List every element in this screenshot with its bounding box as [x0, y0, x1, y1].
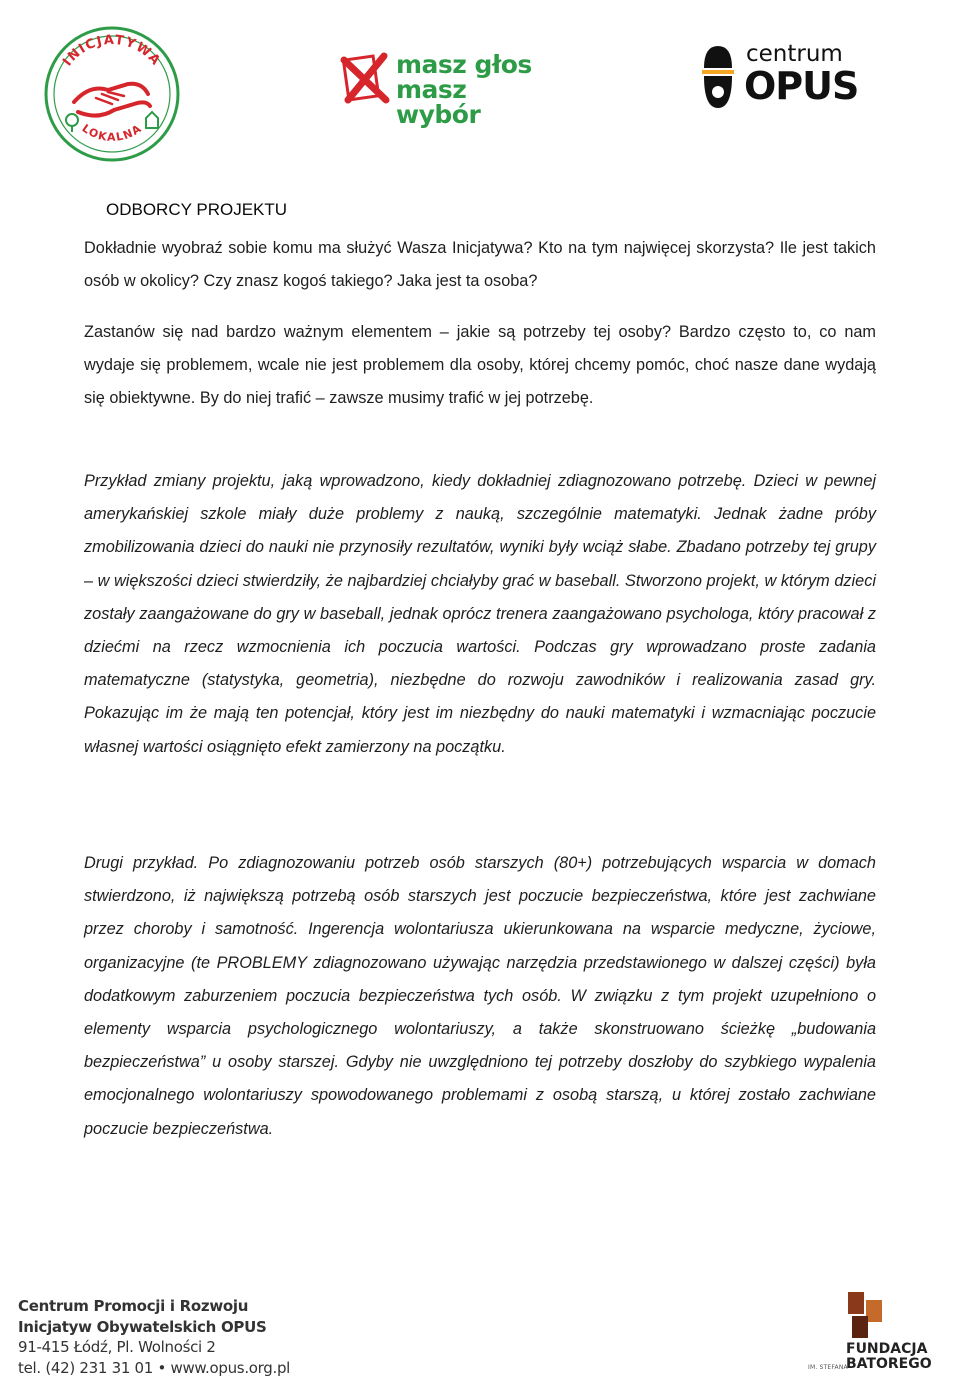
inicjatywa-lokalna-logo — [38, 24, 186, 164]
paragraph-needs: Zastanów się nad bardzo ważnym elementem – jakie są potrzeby tej osoby? Bardzo często to, co nam wydaje się problemem, wcale nie jest problemem dla osoby, której chcemy pomóc, choć nasze dane wydają się obiektywne. By do niej trafić – zawsze musimy trafić w jej potrzebę. — [84, 323, 876, 408]
ballot-x-icon — [340, 50, 394, 108]
opus-centrum-text: centrum — [746, 41, 843, 67]
footer-address — [18, 1296, 290, 1378]
masz-glos-masz-wybor-logo — [340, 50, 550, 129]
paragraph-intro: Dokładnie wyobraź sobie komu ma służyć Wasza Inicjatywa? Kto na tym najwięcej skorzysta? Ile jest takich osób w okolicy? Czy znasz kogoś takiego? Jaka jest ta osoba? — [84, 239, 876, 291]
centrum-opus-logo — [696, 40, 859, 112]
svg-text:INICJATYWA: INICJATYWA — [60, 32, 164, 70]
opus-mark-icon — [696, 42, 740, 112]
masz-glos-text: masz głos masz wybór — [396, 50, 532, 129]
batory-small-text: IM. STEFANA — [808, 1364, 848, 1371]
handshake-icon — [38, 24, 186, 164]
paragraph-example-2: Drugi przykład. Po zdiagnozowaniu potrzeb osób starszych (80+) potrzebujących wsparcia w domach stwierdzono, iż największą potrzebą osób starszych jest poczucie bezpieczeństwa, które jest zachwiane przez choroby i samotność. Ingerencja wolontariusza ukierunkowana na wsparcie medyczne, życiowe, organizacyjne (te PROBLEMY zdiagnozowano używając narzędzia przedstawionego w dalszej części) była dodatkowym zaburzeniem poczucia bezpieczeństwa tych osób. W związku z tym projekt uzupełniono o elementy wsparcia psychologicznego wolontariuszy, a także skonstruowano ścieżkę „budowania bezpieczeństwa” u osoby starszej. Gdyby nie uwzględniono tej potrzeby doszłoby do szybkiego wypalenia emocjonalnego wolontariuszy spowodowanego problemami z osobą starszą, u której zostało zachwiane poczucie bezpieczeństwa. — [84, 854, 876, 1138]
section-heading: ODBORCY PROJEKTU — [106, 200, 288, 219]
footer-org-line1: Centrum Promocji i Rozwoju — [18, 1297, 249, 1315]
svg-text:LOKALNA: LOKALNA — [79, 121, 145, 144]
opus-text: OPUS — [744, 64, 859, 108]
paragraph-example-1: Przykład zmiany projektu, jaką wprowadzono, kiedy dokładniej zdiagnozowano potrzebę. Dzieci w pewnej amerykańskiej szkole miały duże problemy z nauką, szczególnie matematyki. Jednak żadne próby zmobilizowania dzieci do nauki nie przynosiły rezultatów, wyniki były wciąż słabe. Zbadano potrzeby tej grupy – w większości dzieci stwierdziły, że najbardziej chciałyby grać w baseball. Stworzono projekt, w którym dzieci zostały zaangażowane do gry w baseball, jednak oprócz trenera zaangażowano psychologa, który pracował z dziećmi na rzecz wzmocnienia ich poczucia wartości. Podczas gry wprowadzano proste zadania matematyczne (statystyka, geometria), niezbędne do rozwoju zawodników i realizowania zasad gry. Pokazując im że mają ten potencjał, który jest im niezbędny do nauki matematyki i wzmacniając poczucie własnej wartości osiągnięto efekt zamierzony na początku. — [84, 472, 876, 756]
footer-contact: tel. (42) 231 31 01 • www.opus.org.pl — [18, 1358, 291, 1377]
footer-org-line2: Inicjatyw Obywatelskich OPUS — [18, 1317, 267, 1336]
fundacja-batorego-logo — [808, 1290, 932, 1376]
batory-text: FUNDACJA BATOREGO — [846, 1341, 932, 1372]
footer-street: 91-415 Łódź, Pl. Wolności 2 — [18, 1338, 216, 1356]
batory-mark-icon — [846, 1290, 886, 1340]
